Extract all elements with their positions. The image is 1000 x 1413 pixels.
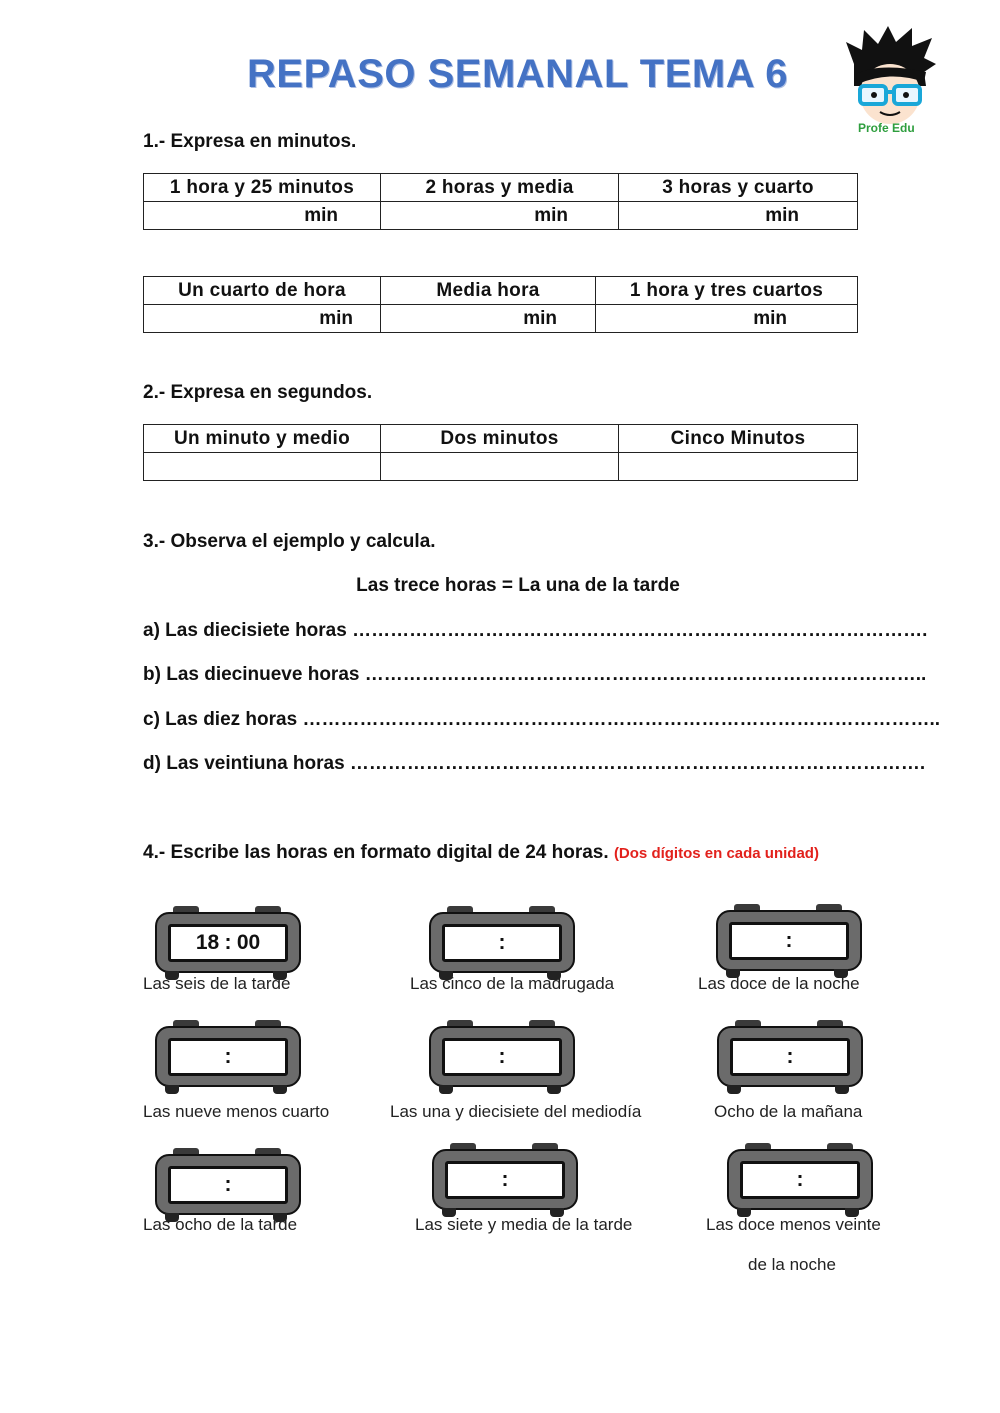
clock-caption: Las nueve menos cuarto xyxy=(143,1102,330,1121)
clock-caption: Las seis de la tarde xyxy=(143,974,291,993)
section3-heading: 3.- Observa el ejemplo y calcula. xyxy=(143,531,436,552)
clock-separator: : xyxy=(498,931,506,954)
clock-body xyxy=(429,1026,575,1087)
clock-caption: Las una y diecisiete del mediodía xyxy=(390,1102,642,1121)
clock-body xyxy=(727,1149,873,1210)
clock-separator: : xyxy=(501,1168,509,1191)
digital-clock xyxy=(716,904,860,979)
exercise-line-b[interactable]: b) Las diecinueve horas …………………………………………………………………………….. xyxy=(143,664,927,685)
clock-caption-line2: de la noche xyxy=(748,1255,836,1274)
profe-edu-logo-icon xyxy=(840,24,940,136)
page-title: REPASO SEMANAL TEMA 6 xyxy=(247,52,788,96)
seconds-table xyxy=(143,424,858,481)
clock-caption: Las siete y media de la tarde xyxy=(415,1215,633,1234)
unit-label: min xyxy=(753,307,787,329)
digital-clock xyxy=(432,1143,576,1218)
answer-cell[interactable] xyxy=(381,305,596,333)
clock-foot xyxy=(165,1085,179,1094)
exercise-line-d[interactable]: d) Las veintiuna horas ………………………………………………………………………………. xyxy=(143,753,926,774)
exercise-line-a[interactable]: a) Las diecisiete horas ………………………………………………………………………………. xyxy=(143,620,928,641)
unit-label: min xyxy=(765,204,799,226)
clock-screen[interactable] xyxy=(730,1038,850,1076)
unit-label: min xyxy=(319,307,353,329)
digital-clock xyxy=(717,1020,861,1095)
clock-body xyxy=(717,1026,863,1087)
clock-foot xyxy=(547,1085,561,1094)
minutes-table-1 xyxy=(143,173,858,230)
clock-separator: : xyxy=(224,1173,232,1196)
answer-cell[interactable] xyxy=(619,202,858,230)
clock-body xyxy=(155,1026,301,1087)
table-header-cell: Un cuarto de hora xyxy=(144,277,381,305)
clock-caption: Las doce menos veinte xyxy=(706,1215,881,1234)
table-header-cell: Media hora xyxy=(381,277,596,305)
answer-cell[interactable] xyxy=(619,453,858,481)
section1-heading: 1.- Expresa en minutos. xyxy=(143,131,357,152)
clock-separator: : xyxy=(224,1045,232,1068)
clock-foot xyxy=(727,1085,741,1094)
clock-body xyxy=(429,912,575,973)
clock-minutes[interactable]: 00 xyxy=(236,931,261,954)
table-header-cell: Dos minutos xyxy=(381,425,619,453)
clock-body xyxy=(716,910,862,971)
digital-clock xyxy=(155,906,299,981)
clock-screen[interactable] xyxy=(740,1161,860,1199)
table-header-cell: 3 horas y cuarto xyxy=(619,174,858,202)
clock-caption: Las ocho de la tarde xyxy=(143,1215,298,1234)
table-header-cell: Un minuto y medio xyxy=(144,425,381,453)
minutes-table-2 xyxy=(143,276,858,333)
clock-caption: Las doce de la noche xyxy=(698,974,860,993)
clock-foot xyxy=(439,1085,453,1094)
unit-label: min xyxy=(304,204,338,226)
answer-cell[interactable] xyxy=(596,305,858,333)
clock-separator: : xyxy=(796,1168,804,1191)
section4-note: (Dos dígitos en cada unidad) xyxy=(613,845,819,862)
section4-heading-text: 4.- Escribe las horas en formato digital de 24 horas. xyxy=(143,842,609,863)
answer-cell[interactable] xyxy=(144,305,381,333)
digital-clock xyxy=(429,1020,573,1095)
clock-body xyxy=(432,1149,578,1210)
clock-foot xyxy=(273,1085,287,1094)
digital-clock xyxy=(429,906,573,981)
clock-body xyxy=(155,912,301,973)
digital-clock xyxy=(727,1143,871,1218)
clock-screen[interactable] xyxy=(729,922,849,960)
clock-screen[interactable] xyxy=(442,1038,562,1076)
clock-body xyxy=(155,1154,301,1215)
answer-cell[interactable] xyxy=(144,202,381,230)
clock-separator: : xyxy=(785,929,793,952)
unit-label: min xyxy=(523,307,557,329)
section2-heading: 2.- Expresa en segundos. xyxy=(143,382,373,403)
logo-label: Profe Edu xyxy=(858,121,915,135)
answer-cell[interactable] xyxy=(381,202,619,230)
table-header-cell: 2 horas y media xyxy=(381,174,619,202)
clock-screen[interactable] xyxy=(168,924,288,962)
table-header-cell: 1 hora y tres cuartos xyxy=(596,277,858,305)
clock-screen[interactable] xyxy=(442,924,562,962)
clock-hours[interactable]: 18 xyxy=(195,931,220,954)
clock-screen[interactable] xyxy=(168,1166,288,1204)
clock-foot xyxy=(835,1085,849,1094)
unit-label: min xyxy=(534,204,568,226)
clock-screen[interactable] xyxy=(445,1161,565,1199)
exercise-line-c[interactable]: c) Las diez horas ……………………………………………………………………………………….. xyxy=(143,709,940,730)
clock-separator: : xyxy=(498,1045,506,1068)
clock-separator: : xyxy=(224,931,232,954)
example-line: Las trece horas = La una de la tarde xyxy=(356,575,680,596)
answer-cell[interactable] xyxy=(144,453,381,481)
clock-caption: Ocho de la mañana xyxy=(714,1102,863,1121)
table-header-cell: Cinco Minutos xyxy=(619,425,858,453)
answer-cell[interactable] xyxy=(381,453,619,481)
table-header-cell: 1 hora y 25 minutos xyxy=(144,174,381,202)
section4-heading xyxy=(143,842,819,864)
clock-separator: : xyxy=(786,1045,794,1068)
clock-screen[interactable] xyxy=(168,1038,288,1076)
clock-caption: Las cinco de la madrugada xyxy=(410,974,615,993)
digital-clock xyxy=(155,1020,299,1095)
digital-clock xyxy=(155,1148,299,1223)
